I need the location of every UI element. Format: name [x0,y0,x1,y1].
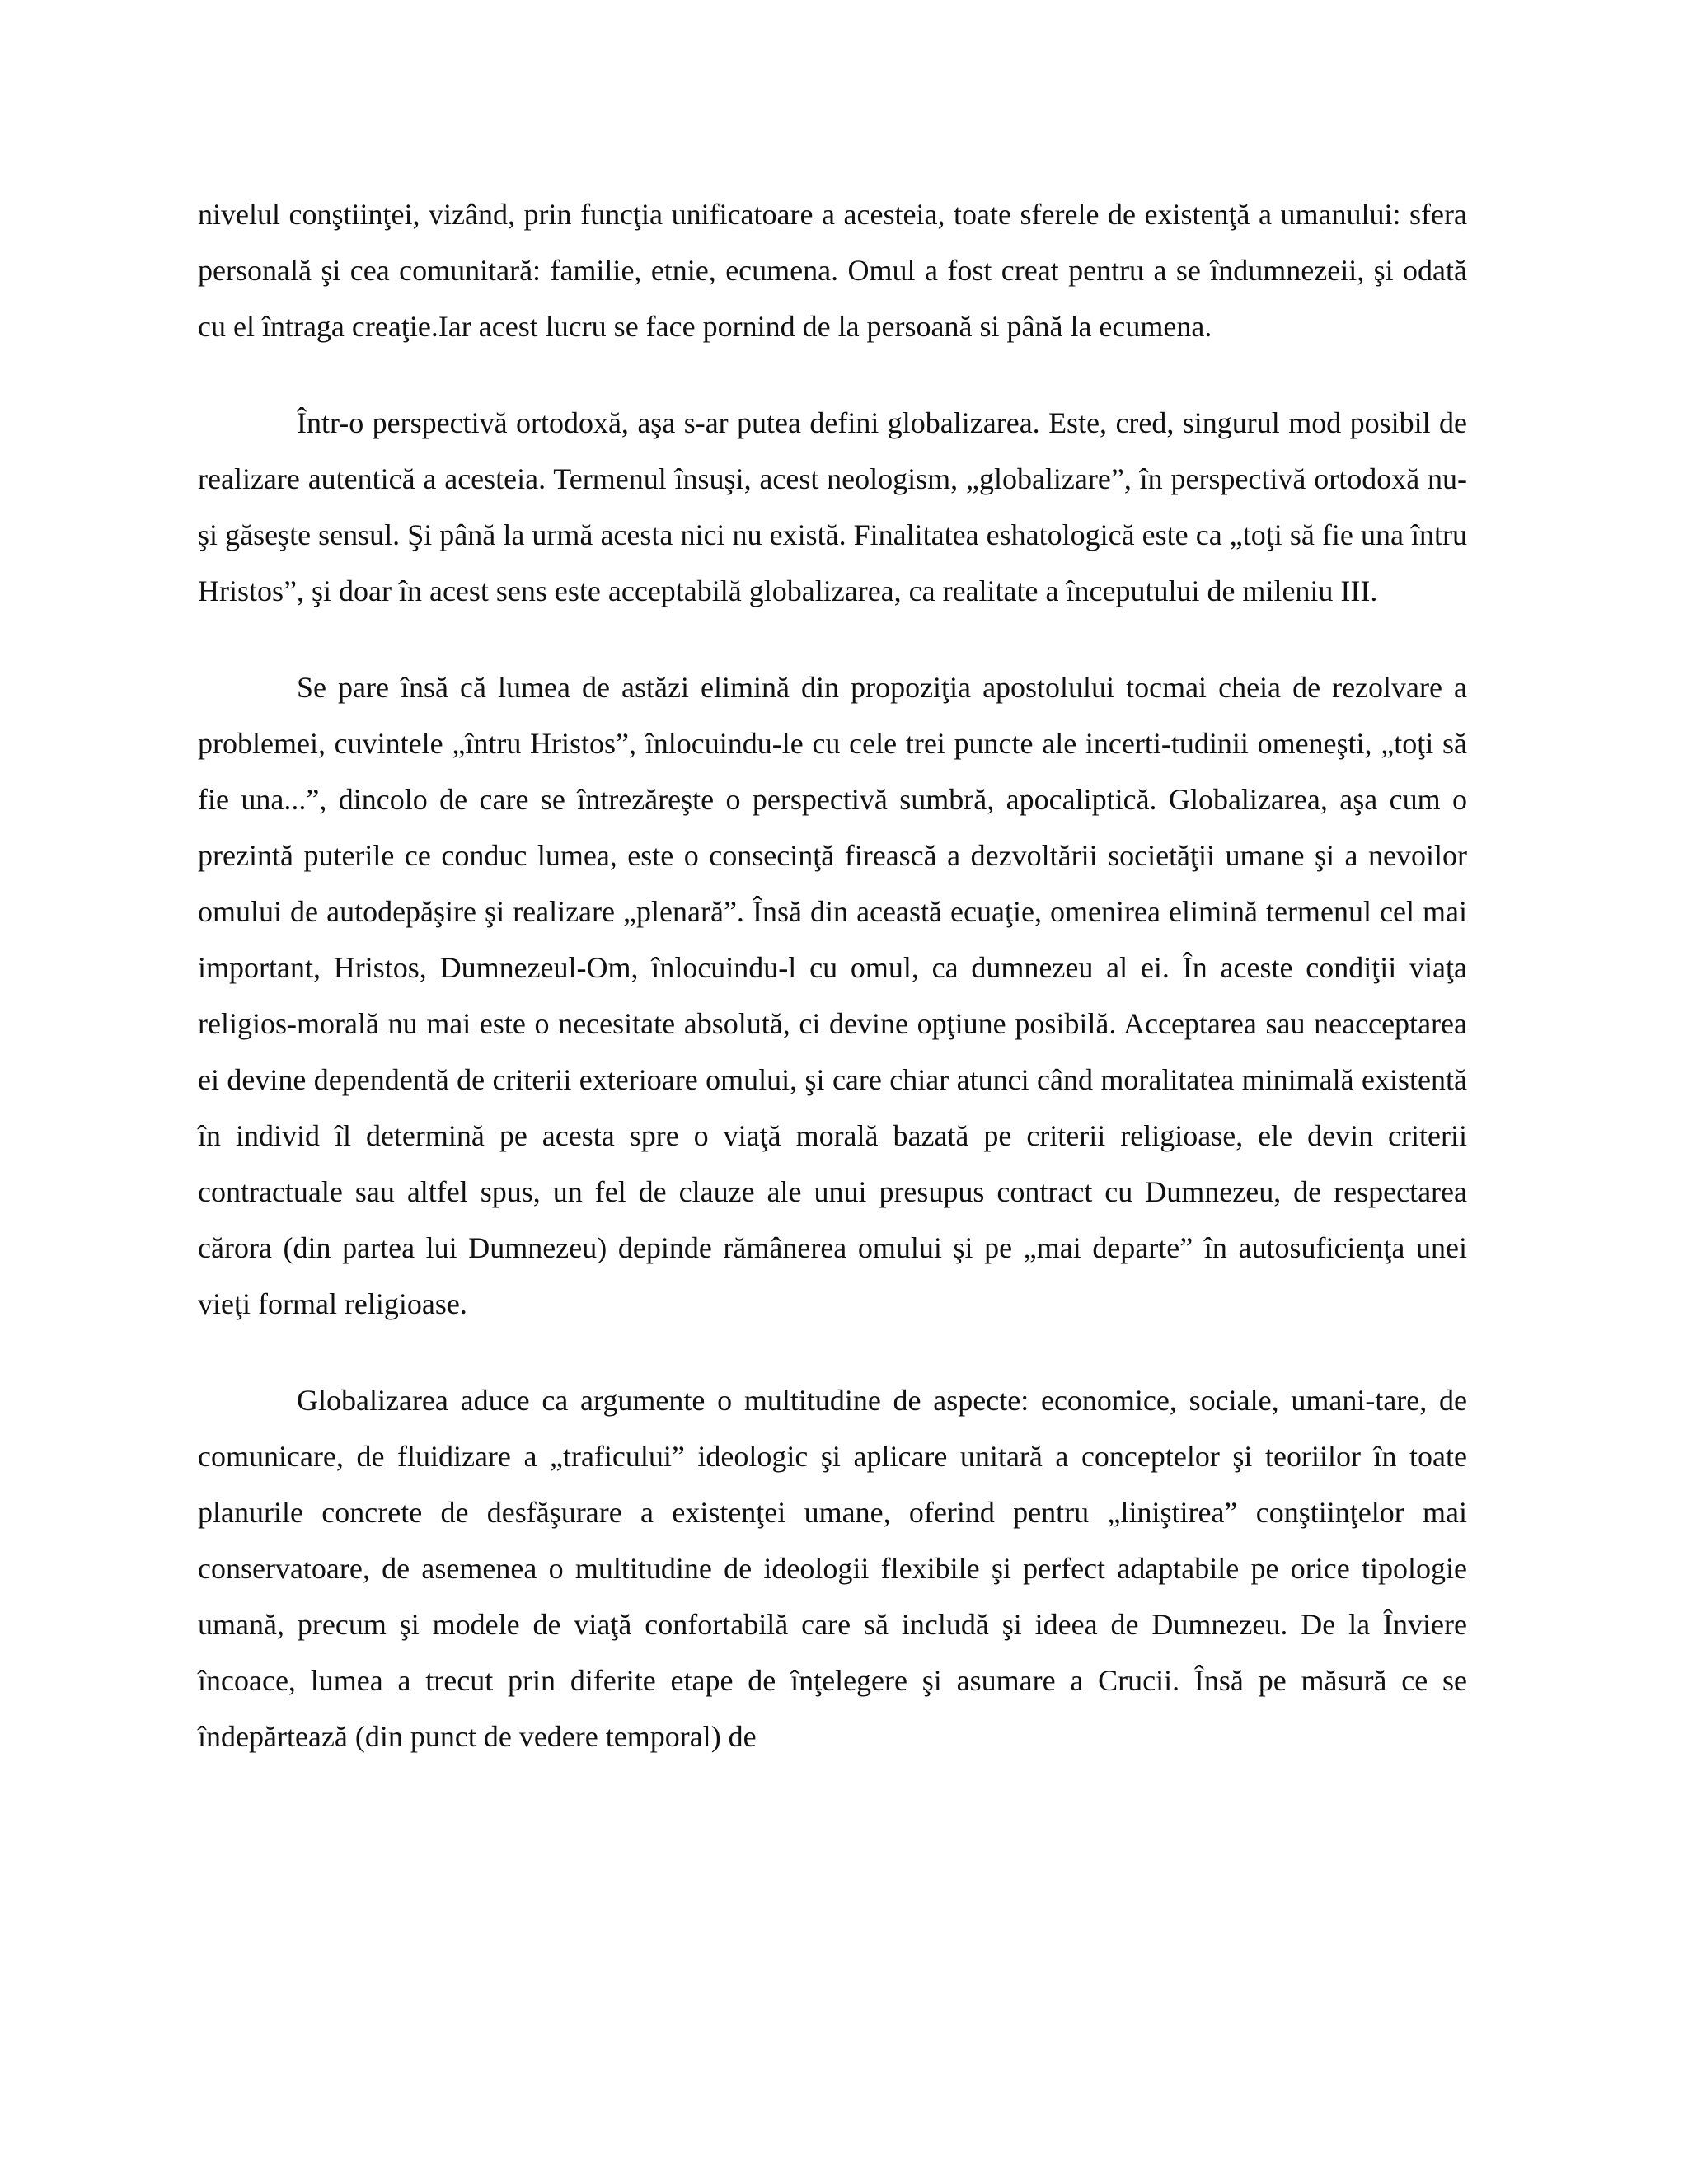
paragraph-2: Într-o perspectivă ortodoxă, aşa s-ar putea defini globalizarea. Este, cred, singurul mod posibil de realizare autentică a acesteia. Termenul însuşi, acest neologism, „globalizare”, în perspectivă ortodoxă nu-şi găseşte sensul. Şi până la urmă acesta nici nu există. Finalitatea eshatologică este ca „toţi să fie una întru Hristos”, şi doar în acest sens este acceptabilă globalizarea, ca realitate a începutului de mileniu III. [198,406,1467,607]
paragraph-3: Se pare însă că lumea de astăzi elimină din propoziţia apostolului tocmai cheia de rezolvare a problemei, cuvintele „întru Hristos”, înlocuindu-le cu cele trei puncte ale incerti-tudinii omeneşti, „toţi să fie una...”, dincolo de care se întrezăreşte o perspectivă sumbră, apocaliptică. Globalizarea, aşa cum o prezintă puterile ce conduc lumea, este o consecinţă firească a dezvoltării societăţii umane şi a nevoilor omului de autodepăşire şi realizare „plenară”. Însă din această ecuaţie, omenirea elimină termenul cel mai important, Hristos, Dumnezeul-Om, înlocuindu-l cu omul, ca dumnezeu al ei. În aceste condiţii viaţa religios-morală nu mai este o necesitate absolută, ci devine opţiune posibilă. Acceptarea sau neacceptarea ei devine dependentă de criterii exterioare omului, şi care chiar atunci când moralitatea minimală existentă în individ îl determină pe acesta spre o viaţă morală bazată pe criterii religioase, ele devin criterii contractuale sau altfel spus, un fel de clauze ale unui presupus contract cu Dumnezeu, de respectarea cărora (din partea lui Dumnezeu) depinde rămânerea omului şi pe „mai departe” în autosuficienţa unei vieţi formal religioase. [198,671,1467,1320]
paragraph-1: nivelul conştiinţei, vizând, prin funcţia unificatoare a acesteia, toate sferele de existenţă a umanului: sfera personală şi cea comunitară: familie, etnie, ecumena. Omul a fost creat pentru a se îndumnezeii, şi odată cu el întraga creaţie.Iar acest lucru se face pornind de la persoană si până la ecumena. [198,198,1467,343]
document-page [198,186,1467,1765]
paragraph-4: Globalizarea aduce ca argumente o multitudine de aspecte: economice, sociale, umani-tare, de comunicare, de fluidizare a „traficului” ideologic şi aplicare unitară a conceptelor şi teoriilor în toate planurile concrete de desfăşurare a existenţei umane, oferind pentru „liniştirea” conştiinţelor mai conservatoare, de asemenea o multitudine de ideologii flexibile şi perfect adaptabile pe orice tipologie umană, precum şi modele de viaţă confortabilă care să includă şi ideea de Dumnezeu. De la Înviere încoace, lumea a trecut prin diferite etape de înţelegere şi asumare a Crucii. Însă pe măsură ce se îndepărtează (din punct de vedere temporal) de [198,1384,1467,1753]
